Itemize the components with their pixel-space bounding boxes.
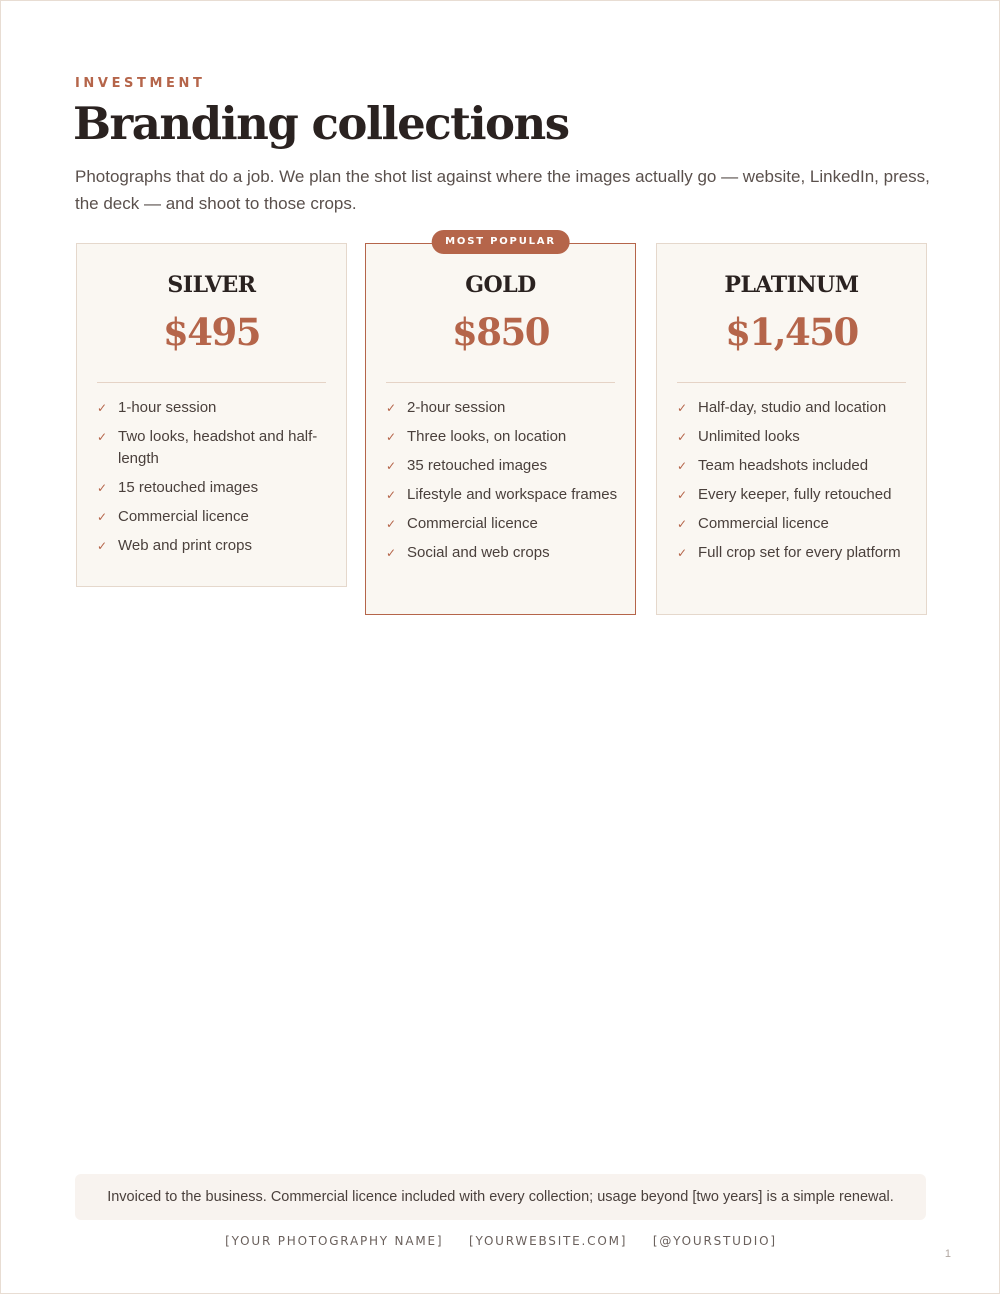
feature-item <box>97 506 332 528</box>
feature-item <box>677 455 912 477</box>
collection-card-gold <box>365 236 636 615</box>
check-icon: ✓ <box>97 430 108 444</box>
feature-text: Three looks, on location <box>407 428 567 445</box>
feature-item <box>97 477 332 499</box>
check-icon: ✓ <box>386 401 397 415</box>
feature-item <box>677 513 912 535</box>
feature-item <box>677 484 912 506</box>
collection-price: $495 <box>163 310 260 354</box>
check-icon: ✓ <box>97 401 108 415</box>
footer-studio-name: [YOUR PHOTOGRAPHY NAME] <box>225 1234 444 1248</box>
feature-text: Commercial licence <box>407 515 538 532</box>
feature-text: Commercial licence <box>698 515 829 532</box>
check-icon: ✓ <box>386 488 397 502</box>
feature-item <box>97 535 332 557</box>
feature-text: Web and print crops <box>118 537 252 554</box>
collection-name: GOLD <box>465 272 536 298</box>
feature-text: Unlimited looks <box>698 428 800 445</box>
feature-text: 1-hour session <box>118 399 217 416</box>
check-icon: ✓ <box>386 430 397 444</box>
page-title: Branding collections <box>73 97 569 150</box>
check-icon: ✓ <box>677 430 688 444</box>
feature-item <box>677 426 912 448</box>
collection-name: SILVER <box>167 272 256 298</box>
feature-text: Two looks, headshot and half-length <box>118 428 318 467</box>
check-icon: ✓ <box>97 481 108 495</box>
check-icon: ✓ <box>97 539 108 553</box>
check-icon: ✓ <box>386 459 397 473</box>
feature-text: Social and web crops <box>407 544 550 561</box>
feature-item <box>386 455 621 477</box>
collection-card-silver <box>76 243 347 587</box>
feature-text: Lifestyle and workspace frames <box>407 486 618 503</box>
check-icon: ✓ <box>386 546 397 560</box>
feature-item <box>386 426 621 448</box>
intro-paragraph: Photographs that do a job. We plan the shot list against where the images actually go — website, LinkedIn, press, the deck — and shoot to those crops. <box>75 167 930 213</box>
feature-item <box>677 397 912 419</box>
card-divider <box>386 382 615 383</box>
check-icon: ✓ <box>677 459 688 473</box>
page-number: 1 <box>944 1248 951 1260</box>
invoice-note: Invoiced to the business. Commercial licence included with every collection; usage beyond [two years] is a simple renewal. <box>75 1174 926 1220</box>
check-icon: ✓ <box>677 517 688 531</box>
footer <box>1 1234 1000 1248</box>
feature-list <box>677 397 912 571</box>
check-icon: ✓ <box>97 510 108 524</box>
feature-text: 15 retouched images <box>118 479 259 496</box>
section-eyebrow: INVESTMENT <box>75 76 206 91</box>
feature-text: Every keeper, fully retouched <box>698 486 892 503</box>
feature-item <box>386 542 621 564</box>
feature-item <box>386 513 621 535</box>
most-popular-badge: MOST POPULAR <box>431 230 570 254</box>
card-divider <box>97 382 326 383</box>
feature-item <box>677 542 912 564</box>
check-icon: ✓ <box>386 517 397 531</box>
collection-price: $850 <box>452 310 549 354</box>
collection-card-platinum <box>656 243 927 615</box>
feature-list <box>386 397 621 571</box>
card-divider <box>677 382 906 383</box>
feature-item <box>386 397 621 419</box>
collection-name: PLATINUM <box>724 272 859 298</box>
footer-handle: [@YOURSTUDIO] <box>652 1234 777 1248</box>
check-icon: ✓ <box>677 546 688 560</box>
feature-item <box>97 397 332 419</box>
feature-text: 35 retouched images <box>407 457 548 474</box>
collection-price: $1,450 <box>725 310 858 354</box>
feature-text: 2-hour session <box>407 399 506 416</box>
footer-website: [YOURWEBSITE.COM] <box>468 1234 628 1248</box>
feature-item <box>97 426 332 470</box>
feature-text: Commercial licence <box>118 508 249 525</box>
feature-text: Half-day, studio and location <box>698 399 887 416</box>
feature-list <box>97 397 332 564</box>
feature-text: Full crop set for every platform <box>698 544 901 561</box>
check-icon: ✓ <box>677 488 688 502</box>
check-icon: ✓ <box>677 401 688 415</box>
feature-item <box>386 484 621 506</box>
feature-text: Team headshots included <box>698 457 869 474</box>
